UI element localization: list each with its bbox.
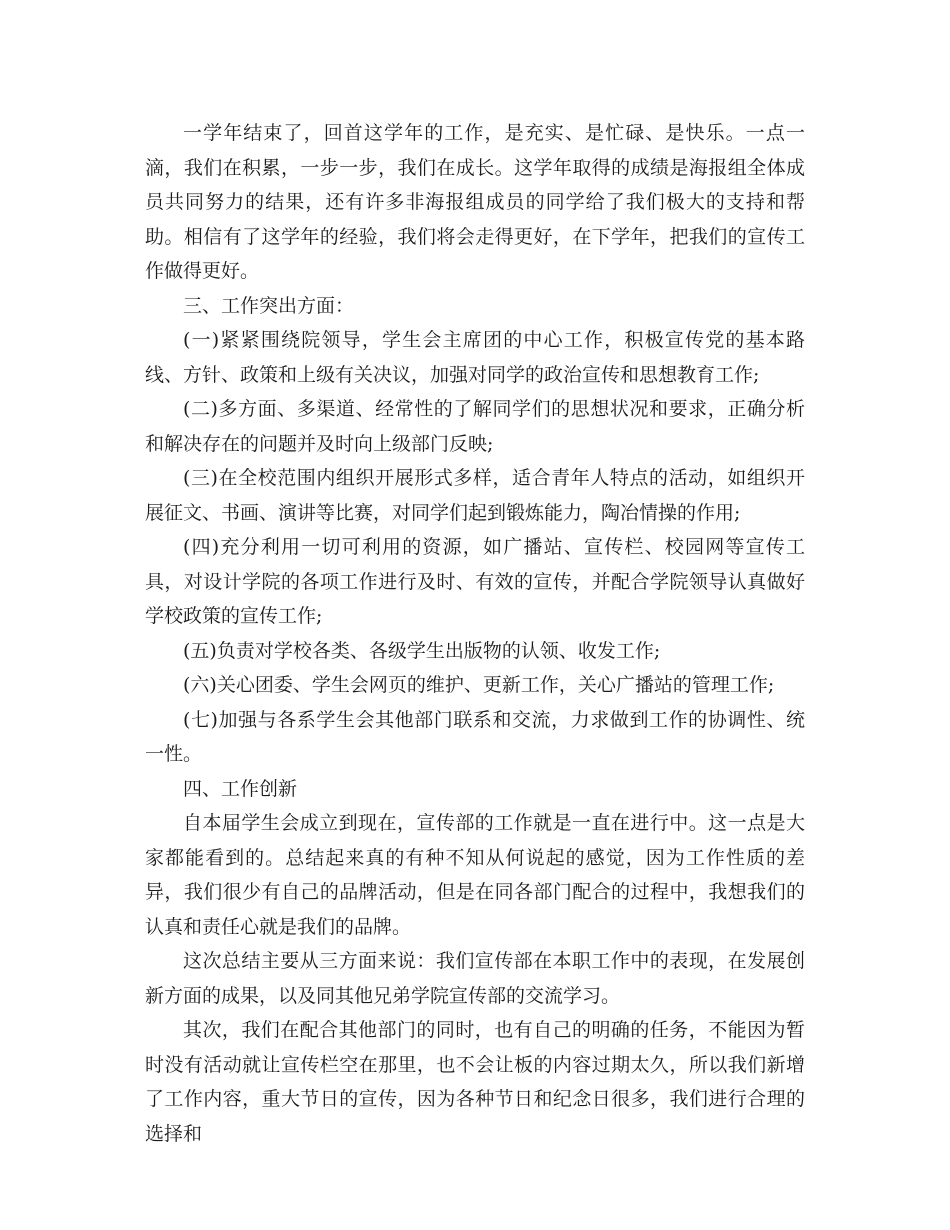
paragraph-intro: 一学年结束了，回首这学年的工作，是充实、是忙碌、是快乐。一点一滴，我们在积累，一步一步，我们在成长。这学年取得的成绩是海报组全体成员共同努力的结果，还有许多非海报组成员的同学给了我们极大的支持和帮助。相信有了这学年的经验，我们将会走得更好，在下学年，把我们的宣传工作做得更好。	[145, 122, 805, 282]
paragraph-secondly: 其次，我们在配合其他部门的同时，也有自己的明确的任务，不能因为暂时没有活动就让宣传栏空在那里，也不会让板的内容过期太久，所以我们新增了工作内容，重大节日的宣传，因为各种节日和纪念日很多，我们进行合理的选择和	[145, 1019, 805, 1145]
list-item-2: (二)多方面、多渠道、经常性的了解同学们的思想状况和要求，正确分析和解决存在的问题并及时向上级部门反映;	[145, 398, 805, 455]
section-heading-highlights: 三、工作突出方面：	[183, 294, 355, 317]
section-heading-innovation: 四、工作创新	[183, 777, 298, 800]
paragraph-summary-scope: 这次总结主要从三方面来说：我们宣传部在本职工作中的表现，在发展创新方面的成果，以及同其他兄弟学院宣传部的交流学习。	[145, 950, 805, 1007]
document-body	[145, 116, 805, 1151]
paragraph-innovation: 自本届学生会成立到现在，宣传部的工作就是一直在进行中。这一点是大家都能看到的。总结起来真的有种不知从何说起的感觉，因为工作性质的差异，我们很少有自己的品牌活动，但是在同各部门配合的过程中，我想我们的认真和责任心就是我们的品牌。	[145, 812, 805, 938]
list-item-3: (三)在全校范围内组织开展形式多样，适合青年人特点的活动，如组织开展征文、书画、演讲等比赛，对同学们起到锻炼能力，陶冶情操的作用;	[145, 467, 805, 524]
list-item-5: (五)负责对学校各类、各级学生出版物的认领、收发工作;	[183, 639, 661, 662]
list-item-1: (一)紧紧围绕院领导，学生会主席团的中心工作，积极宣传党的基本路线、方针、政策和上级有关决议，加强对同学的政治宣传和思想教育工作;	[145, 329, 805, 386]
list-item-6: (六)关心团委、学生会网页的维护、更新工作，关心广播站的管理工作;	[183, 674, 775, 696]
list-item-4: (四)充分利用一切可利用的资源，如广播站、宣传栏、校园网等宣传工具，对设计学院的各项工作进行及时、有效的宣传，并配合学院领导认真做好学校政策的宣传工作;	[145, 536, 805, 627]
list-item-7: (七)加强与各系学生会其他部门联系和交流，力求做到工作的协调性、统一性。	[145, 708, 805, 765]
